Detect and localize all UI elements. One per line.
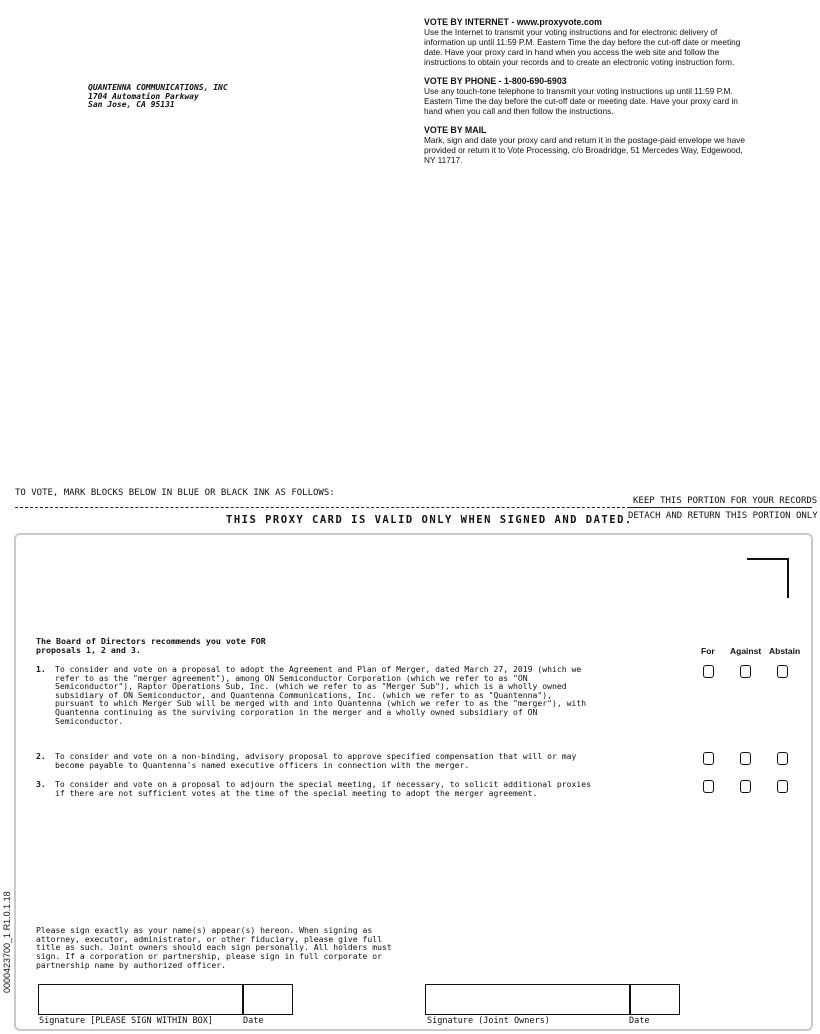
column-abstain: Abstain [769, 646, 801, 656]
proposal-3-for-checkbox[interactable] [703, 780, 714, 793]
vote-phone-body: Use any touch-tone telephone to transmit your voting instructions up until 11:59 P.M. Eastern Time the day before the cut-off date or meeting date. Have your proxy card in hand when you call and then follow the instructions. [424, 86, 738, 116]
ink-instructions: TO VOTE, MARK BLOCKS BELOW IN BLUE OR BLACK INK AS FOLLOWS: [15, 488, 335, 498]
proposal-1-abstain-checkbox[interactable] [777, 665, 788, 678]
proposal-1 [36, 665, 616, 725]
company-city: San Jose, CA 95131 [88, 100, 175, 109]
board-recommendation [36, 637, 266, 655]
proposal-1-for-checkbox[interactable] [703, 665, 714, 678]
joint-date-label: Date [629, 1016, 650, 1026]
joint-signature-box[interactable] [425, 984, 631, 1015]
proposal-3-against-checkbox[interactable] [740, 780, 751, 793]
side-control-number: 0000423700_1 R1.0.1.18 [2, 891, 12, 993]
board-line-2: proposals 1, 2 and 3. [36, 645, 141, 655]
joint-signature-label: Signature (Joint Owners) [427, 1016, 550, 1026]
registration-corner-mark [747, 558, 789, 598]
proposal-2-against-checkbox[interactable] [740, 752, 751, 765]
company-address [88, 84, 228, 110]
proposal-2-text: To consider and vote on a non-binding, advisory proposal to approve specified compensation that will or may become payable to Quantenna's named executive officers in connection with the merger. [55, 751, 577, 770]
date-label: Date [243, 1016, 264, 1026]
proposal-2-abstain-checkbox[interactable] [777, 752, 788, 765]
valid-notice: THIS PROXY CARD IS VALID ONLY WHEN SIGNED AND DATED. [226, 514, 633, 526]
vote-phone-title: VOTE BY PHONE - 1-800-690-6903 [424, 76, 567, 86]
proposal-1-against-checkbox[interactable] [740, 665, 751, 678]
vote-mail-title: VOTE BY MAIL [424, 125, 487, 135]
vote-internet-title: VOTE BY INTERNET - www.proxyvote.com [424, 17, 602, 27]
proposal-3-text: To consider and vote on a proposal to adjourn the special meeting, if necessary, to solicit additional proxies if there are not sufficient votes at the time of the special meeting to adopt the merger agreement. [55, 779, 592, 798]
proposal-2-for-checkbox[interactable] [703, 752, 714, 765]
voting-methods [424, 17, 754, 174]
board-line-1: The Board of Directors recommends you vote FOR [36, 636, 266, 646]
company-name: QUANTENNA COMMUNICATIONS, INC [88, 83, 228, 92]
detach-dashed-line [15, 507, 630, 508]
signature-label: Signature [PLEASE SIGN WITHIN BOX] [39, 1016, 213, 1026]
column-against: Against [730, 646, 762, 656]
proposal-3-abstain-checkbox[interactable] [777, 780, 788, 793]
proposal-3 [36, 780, 616, 797]
column-for: For [701, 646, 715, 656]
signing-instructions: Please sign exactly as your name(s) appear(s) hereon. When signing as attorney, executor, administrator, or other fiduciary, please give full title as such. Joint owners should each sign personally. All holders must sign. If a corporation or partnership, please sign in full corporate or partnership name by authorized officer. [36, 925, 392, 970]
proposal-2-number: 2. [36, 751, 46, 761]
company-street: 1704 Automation Parkway [88, 91, 199, 101]
vote-mail-body: Mark, sign and date your proxy card and return it in the postage-paid envelope we have provided or return it to Vote Processing, c/o Broadridge, 51 Mercedes Way, Edgewood, NY 11717. [424, 135, 746, 165]
detach-solid-line [630, 507, 812, 508]
proposal-2 [36, 752, 616, 769]
proposal-1-text: To consider and vote on a proposal to adopt the Agreement and Plan of Merger, dated March 27, 2019 (which we refer to as the "merger agreement"), among ON Semiconductor Corporation (which we refer to as "ON Semiconductor"), Raptor Operations Sub, Inc. (which we refer to as "Merger Sub"), which is a wholly owned subsidiary of ON Semiconductor, and Quantenna Communications, Inc. (which we refer to as "Quantenna"), pursuant to which Merger Sub will be merged with and into Quantenna (which we refer to as the "merger"), with Quantenna continuing as the surviving corporation in the merger and a wholly owned subsidiary of ON Semiconductor. [55, 664, 587, 726]
joint-date-box[interactable] [629, 984, 680, 1015]
proposal-3-number: 3. [36, 779, 46, 789]
date-box[interactable] [242, 984, 293, 1015]
vote-internet-body: Use the Internet to transmit your voting instructions and for electronic delivery of information up until 11:59 P.M. Eastern Time the day before the cut-off date or meeting date. Have your proxy card in hand when you access the web site and follow the instructions to obtain your records and to create an electronic voting instruction form. [424, 27, 741, 67]
keep-portion-label: KEEP THIS PORTION FOR YOUR RECORDS [633, 496, 818, 506]
detach-portion-label: DETACH AND RETURN THIS PORTION ONLY [628, 511, 818, 521]
proposal-1-number: 1. [36, 664, 46, 674]
signature-box[interactable] [38, 984, 244, 1015]
